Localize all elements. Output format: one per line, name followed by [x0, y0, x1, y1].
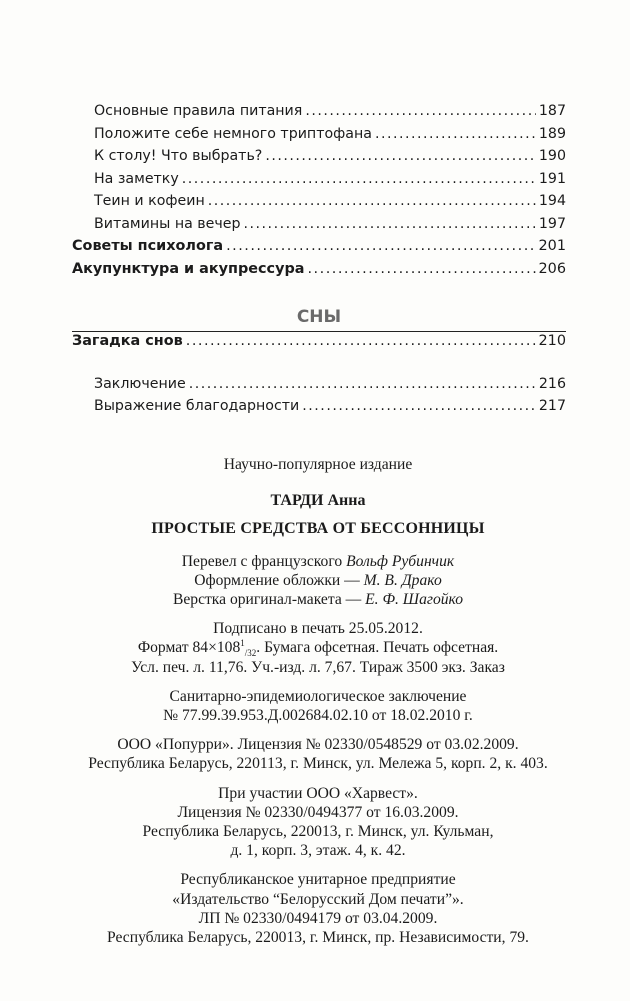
dot-leader — [182, 171, 536, 187]
toc-entry-title: Советы психолога — [72, 238, 224, 254]
toc-entry-page: 194 — [538, 193, 566, 209]
toc-entry — [72, 261, 566, 284]
toc-entry-page: 189 — [538, 125, 566, 142]
table-of-contents — [72, 103, 566, 421]
toc-entry-title: К столу! Что выбрать? — [94, 148, 263, 164]
publisher-info: ООО «Попурри». Лицензия № 02330/0548529 от 03.02.2009. Республика Беларусь, 220113, г. Минск, ул. Мележа 5, корп. 2, к. 403. — [88, 736, 548, 773]
credits — [60, 552, 576, 610]
toc-entry-title: Положите себе немного триптофана — [94, 125, 372, 142]
dot-leader — [265, 148, 536, 164]
publication-genre: Научно-популярное издание — [223, 456, 413, 473]
toc-entry-page: 187 — [538, 103, 566, 119]
toc-entry-title: Выражение благодарности — [94, 398, 300, 414]
section-heading: СНЫ — [296, 307, 342, 327]
toc-entry — [72, 398, 566, 421]
translator-name: Вольф Рубинчик — [346, 552, 455, 570]
toc-entry-page: 190 — [538, 148, 566, 164]
print-sheets: Усл. печ. л. 11,76. Уч.-изд. л. 7,67. Тираж 3500 экз. Заказ — [131, 658, 505, 676]
cover-designer-name: М. В. Драко — [363, 571, 442, 589]
toc-entry — [72, 238, 566, 261]
toc-entry — [72, 376, 566, 399]
toc-entry — [72, 148, 566, 171]
toc-entry-page: 191 — [538, 170, 566, 187]
toc-entry-page: 216 — [538, 375, 566, 392]
toc-entry-title: Загадка снов — [72, 333, 183, 349]
signed-date: Подписано в печать 25.05.2012. — [213, 620, 423, 638]
partner-info: При участии ООО «Харвест». Лицензия № 02330/0494377 от 16.03.2009. Республика Беларусь, 220013, г. Минск, ул. Кульман, д. 1, корп. 3, этаж. 4, к. 42. — [142, 784, 494, 860]
toc-entry-page: 197 — [538, 215, 566, 232]
section-divider — [72, 331, 566, 332]
translator-line: Перевел с французского Вольф Рубинчик — [181, 552, 455, 570]
print-details — [60, 619, 576, 677]
toc-entry-title: Теин и кофеин — [94, 193, 205, 209]
toc-entry-page: 210 — [538, 333, 566, 349]
dot-leader — [305, 103, 536, 119]
toc-entry — [72, 171, 566, 194]
dot-leader — [302, 398, 536, 414]
toc-entry-title: Основные правила питания — [94, 103, 303, 119]
toc-entry — [72, 126, 566, 149]
toc-entry — [72, 193, 566, 216]
dot-leader — [226, 238, 535, 254]
toc-entry-page: 206 — [538, 260, 566, 277]
toc-entry-title: На заметку — [94, 170, 179, 187]
toc-entry — [72, 216, 566, 239]
dot-leader — [208, 193, 536, 209]
toc-entry-title: Заключение — [94, 375, 186, 392]
dot-leader — [186, 333, 536, 349]
printer-info: Республиканское унитарное предприятие «Издательство “Белорусский Дом печати”». ЛП № 02330/0494179 от 03.04.2009. Республика Беларусь, 220013, г. Минск, пр. Независимости, 79. — [107, 871, 529, 947]
toc-entry-page: 217 — [538, 398, 566, 414]
format-line: Формат $84\times 108^1_{/32}$. Бумага офсетная. Печать офсетная. — [137, 638, 499, 659]
toc-entry-title: Витамины на вечер — [94, 215, 241, 232]
sanitary-certificate: Санитарно-эпидемиологическое заключение № 77.99.39.953.Д.002684.02.10 от 18.02.2010 г. — [163, 687, 473, 725]
toc-entry-title: Акупунктура и акупрессура — [72, 260, 305, 277]
toc-entry — [72, 103, 566, 126]
dot-leader — [375, 126, 536, 142]
toc-entry — [72, 333, 566, 356]
book-title: ПРОСТЫЕ СРЕДСТВА ОТ БЕССОННИЦЫ — [151, 520, 485, 538]
imprint-block — [60, 455, 576, 957]
author-name: ТАРДИ Анна — [270, 492, 366, 510]
layout-designer-name: Е. Ф. Шагойко — [365, 591, 464, 609]
layout-line: Верстка оригинал-макета — Е. Ф. Шагойко — [172, 591, 464, 609]
spacer — [72, 283, 566, 303]
dot-leader — [189, 376, 536, 392]
toc-entry-page: 201 — [538, 238, 566, 254]
cover-line: Оформление обложки — М. В. Драко — [194, 571, 442, 589]
dot-leader — [244, 216, 536, 232]
spacer — [72, 356, 566, 376]
dot-leader — [307, 261, 535, 277]
